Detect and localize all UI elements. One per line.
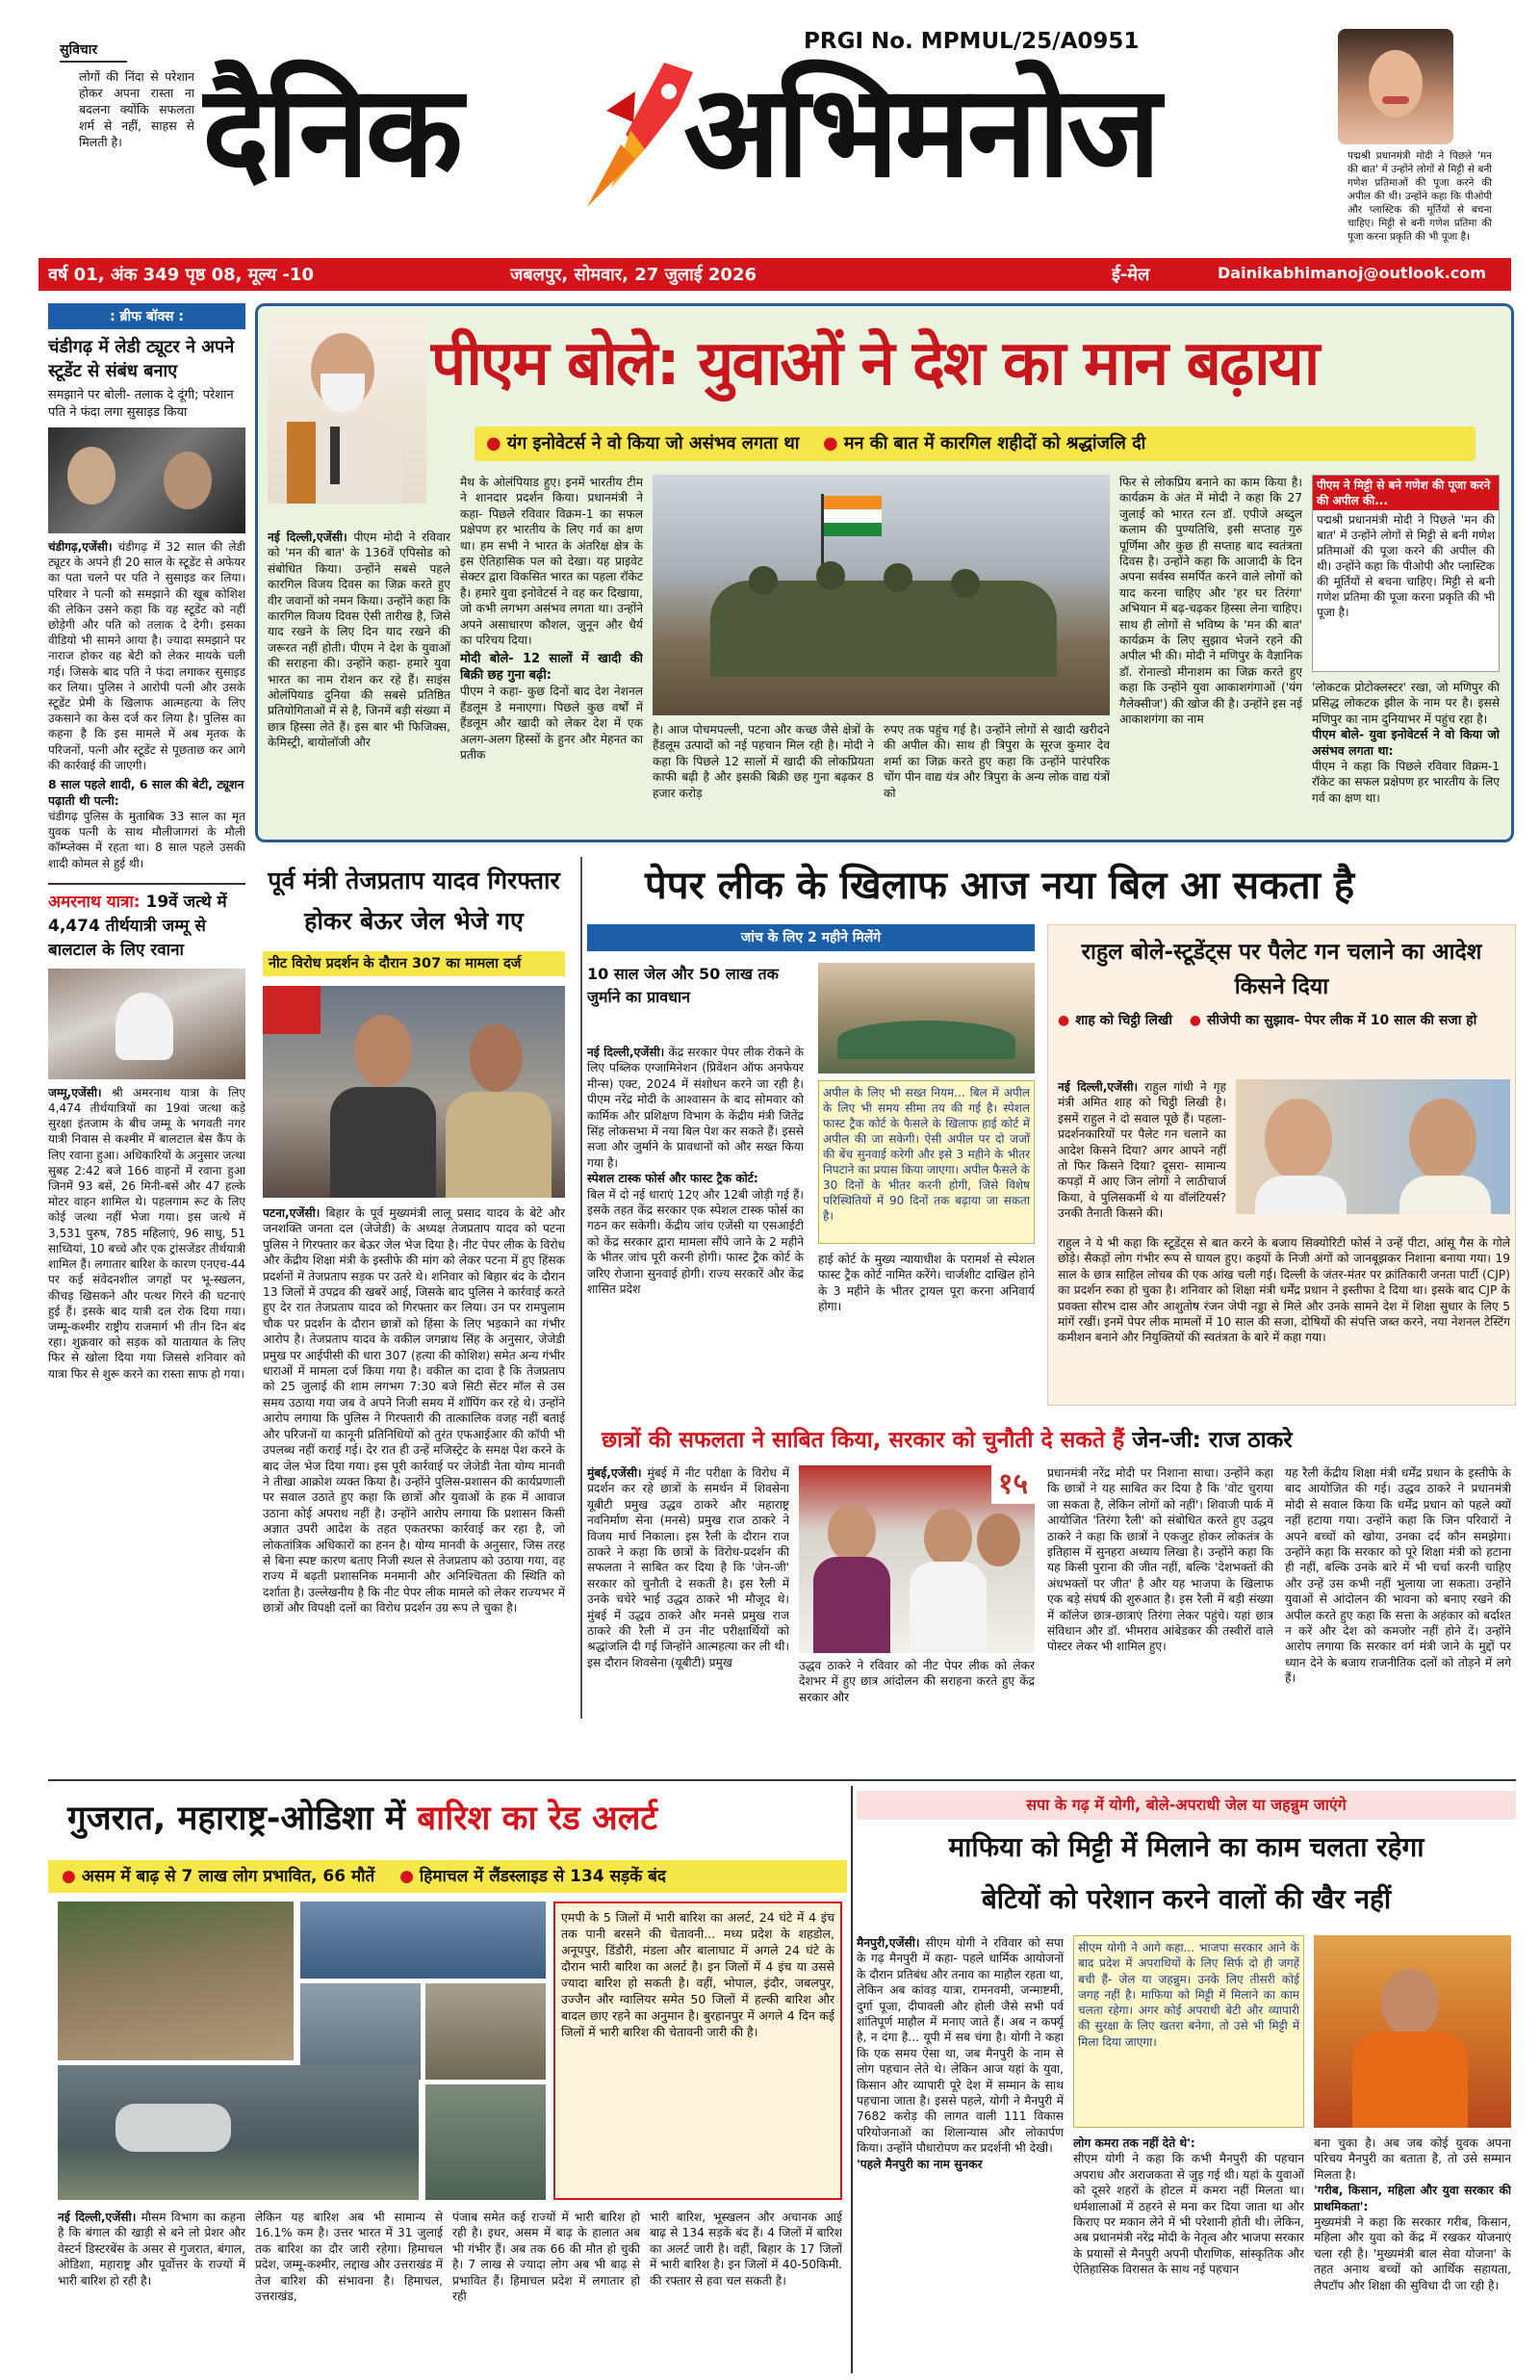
masthead-title-right: अभिमनोज bbox=[683, 58, 1158, 206]
raj-col2: प्रधानमंत्री नरेंद्र मोदी पर निशाना साधा। उन्होंने कहा कि छात्रों ने यह साबित कर दिया है कि 'वोट चुराया जा सकता है, लेकिन लोगों को नहीं'। शिवाजी पार्क में आयोजित 'तिरंगा रैली' को संबोधित करते हुए उद्धव ठाकरे ने कहा कि छात्रों ने एकजुट होकर लोकतंत्र के इतिहास में सुनहरा अध्याय लिखा है। उन्होंने कहा कि यह किसी पुराना की जीत नहीं, बल्कि 'देशभक्तों की अंधभक्तों पर जीत' है और यह भाजपा के खिलाफ एक बड़े संघर्ष की शुरुआत है। इस रैली में बड़ी संख्या में कॉलेज छात्र-छात्राएं तिरंगा लेकर पहुंचे। यहां छात्र संविधान और डॉ. भीमराव आंबेडकर की तस्वीरों वाले पोस्टर लेकर भी शामिल हुए। bbox=[1047, 1466, 1273, 1654]
pm-story bbox=[255, 303, 1514, 842]
raj-dateline: मुंबई,एजेंसी। bbox=[587, 1466, 642, 1480]
yogi-col3b-text: मुख्यमंत्री ने कहा कि सरकार गरीब, किसान, महिला और युवा को केंद्र में रखकर योजनाएं चला रही है। 'मुख्यमंत्री बाल सेवा योजना' के तहत अनाथ बच्चों को आर्थिक सहायता, लैपटॉप और शिक्षा की सुविधा दी जा रही है। bbox=[1314, 2215, 1511, 2292]
yogi-col3-text: बना चुका है। अब जब कोई युवक अपना परिचय मैनपुरी का बताता है, तो उसे सम्मान मिलता है। bbox=[1314, 2136, 1511, 2182]
yogi-col2-sub: लोग कमरा तक नहीं देते थे': bbox=[1073, 2136, 1195, 2150]
pm-col2-sub: मोदी बोले- 12 सालों में खादी की बिक्री छह गुना बढ़ी: bbox=[460, 652, 643, 683]
yogi-headline2: बेटियों को परेशान करने वालों की खैर नहीं bbox=[981, 1883, 1392, 1915]
pm-col1 bbox=[268, 530, 450, 828]
pm-pink-box bbox=[1312, 475, 1500, 672]
yogi-headline1: माफिया को मिट्टी में मिलाने का काम चलता रहेगा bbox=[948, 1831, 1424, 1863]
masthead-title-left: दैनिक bbox=[202, 58, 459, 206]
yogi-dateline: मैनपुरी,एजेंसी। bbox=[857, 1936, 920, 1950]
raj-headline-wrap bbox=[587, 1425, 1516, 1456]
yogi-col2-text: सीएम योगी ने कहा कि कभी मैनपुरी की पहचान अपराध और अराजकता से जुड़ गई थी। यहां के युवाओं को दूसरे शहरों के होटल में कमरा नहीं मिलता था। धर्मशालाओं में ठहरने से मना कर दिया जाता था और किराए पर मकान लेने में भी परेशानी होती थी। लेकिन, अब प्रधानमंत्री नरेंद्र मोदी के नेतृत्व और भाजपा सरकार के प्रयासों से मैनपुरी अपनी पौराणिक, सांस्कृतिक और ऐतिहासिक विरासत के साथ नई पहचान bbox=[1073, 2152, 1304, 2277]
divider-bottom bbox=[48, 1779, 1516, 1781]
suvichar-label: सुविचार bbox=[60, 40, 127, 63]
pm-col3: है। आज पोचमपल्ली, पटना और कच्छ जैसे क्षेत्रों के हैंडलूम उत्पादों को नई पहचान मिल रही है। मोदी ने कहा कि पिछले 12 सालों में खादी की लोकप्रियता काफी बढ़ी है और इसकी बिक्री छह गुना बढ़कर 8 हजार करोड़ bbox=[653, 723, 874, 800]
rahul-story bbox=[1047, 924, 1516, 1406]
masthead-right-caption: पद्मश्री प्रधानमंत्री मोदी ने पिछले 'मन की बात' में उन्होंने लोगों से मिट्टी से बनी गणेश प्रतिमाओं की पूजा करने की अपील की थी। उन्होंने कहा कि पीओपी और प्लास्टिक की मूर्तियों से बचना चाहिए। मिट्टी से बनी गणेश प्रतिमा की पूजा करना प्रकृति की भी पूजा है। bbox=[1348, 150, 1492, 243]
yogi-story bbox=[857, 1791, 1516, 2368]
raj-headline-red: छात्रों की सफलता ने साबित किया, सरकार को चुनौती दे सकते हैं bbox=[602, 1428, 1125, 1453]
amarnath-dateline: जम्मू,एजेंसी। bbox=[48, 1085, 102, 1099]
masthead bbox=[0, 0, 1540, 258]
kargil-photo bbox=[653, 475, 1110, 715]
divider-vertical-bottom bbox=[851, 1786, 853, 2373]
pm-sub2: ● मन की बात में कारगिल शहीदों को श्रद्धांजलि दी bbox=[823, 433, 1145, 453]
yogi-col1-text: सीएम योगी ने रविवार को सपा के गढ़ मैनपुरी में कहा- पहले धार्मिक आयोजनों के दौरान प्रतिबंध और तनाव का माहौल रहता था, लेकिन अब कांवड़ यात्रा, रामनवमी, जन्माष्टमी, दुर्गा पूजा, दीपावली और होली जैसे सभी पर्व शांतिपूर्ण माहौल में मनाए जाते हैं। अब न कर्फ्यू है, न दंगा है... यूपी में सब चंगा है। योगी ने कहा कि एक समय ऐसा था, जब मैनपुरी के नाम से लोग पहचान लेते थे। लेकिन आज यहां के युवा, किसान और व्यापारी पूरे देश में सम्मान के साथ पहचाना जाता है। इससे पहले, योगी ने मैनपुरी में 7682 करोड़ की लागत वाली 111 विकास परियोजनाओं का शिलान्यास और लोकार्पण किया। उन्होंने पौधारोपण कर प्रदर्शनी भी देखी। bbox=[857, 1936, 1064, 2156]
pm-pink-text: पद्मश्री प्रधानमंत्री मोदी ने पिछले 'मन की बात' में उन्होंने लोगों से मिट्टी से बनी गणेश प्रतिमाओं की पूजा करने की अपील की थी। उन्होंने कहा कि पीओपी और प्लास्टिक की मूर्तियों से बचना चाहिए। मिट्टी से बनी गणेश प्रतिमा की पूजा करना प्रकृति की भी पूजा है। bbox=[1317, 513, 1495, 619]
raj-col1-text: मुंबई में नीट परीक्षा के विरोध में प्रदर्शन कर रहे छात्रों के समर्थन में शिवसेना यूबीटी प्रमुख उद्धव ठाकरे और महाराष्ट्र नवनिर्माण सेना (मनसे) प्रमुख राज ठाकरे ने विजय मार्च निकाला। इस रैली के दौरान राज ठाकरे ने कहा कि छात्रों के विरोध-प्रदर्शन की सफलता ने साबित कर दिया है कि 'जेन-जी' सरकार को चुनौती दे सकती है। इस रैली में उनके चचेरे भाई उद्धव ठाकरे भी मौजूद थे। मुंबई में उद्धव ठाकरे और मनसे प्रमुख राज ठाकरे की रैली में उन नीट परीक्षार्थियों को श्रद्धांजलि दी गई जिन्होंने आत्महत्या कर ली थी। इस दौरान शिवसेना (यूबीटी) प्रमुख bbox=[587, 1466, 789, 1669]
pm-headline: पीएम बोले: युवाओं ने देश का मान बढ़ाया bbox=[431, 328, 1319, 400]
brief-body2: चंडीगढ़ पुलिस के मुताबिक 33 साल का मृत युवक पत्नी के साथ मौलीजागरां के मौली कॉम्प्लेक्स में रहता था। 8 साल पहले उसकी शादी कोमल से हुई थी। bbox=[48, 810, 245, 870]
raj-col3: यह रैली केंद्रीय शिक्षा मंत्री धर्मेंद्र प्रधान के इस्तीफे के बाद आयोजित की गई। उद्धव ठाकरे ने प्रधानमंत्री मोदी से सवाल किया कि धर्मेंद्र प्रधान को पहले क्यों नहीं हटाया गया। उन्होंने कहा कि जिन परिवारों ने अपने बच्चों को खोया, उनका दर्द कौन समझेगा। उन्होंने कहा कि सरकार को पूरे शिक्षा मंत्री को हटाना ही नहीं, बल्कि उनके बारे में भी चर्चा करनी चाहिए और उन्हें उस कभी नहीं भुलाया जा सकता। उन्होंने युवाओं से आंदोलन की भावना को बनाए रखने की अपील करते हुए कहा कि सत्ता के अहंकार को बर्दाश्त न करें और देश को कमजोर नहीं होने दें। उन्होंने आरोप लगाया कि सरकार वर्ग मंत्री जाने के मुद्दों पर ध्यान देने के बजाय राजनीतिक दलों को तोड़ने में लगे हैं। bbox=[1285, 1466, 1511, 1686]
paperleak-sub: 10 साल जेल और 50 लाख तक जुर्माने का प्रावधान bbox=[587, 965, 779, 1006]
pm-col5: फिर से लोकप्रिय बनाने का काम किया है। कार्यक्रम के अंत में मोदी ने कहा कि 27 जुलाई को भारत रत्न डॉ. एपीजे अब्दुल कलाम की पुण्यतिथि, इसी सप्ताह गुरु पूर्णिमा और कुछ ही सप्ताह बाद स्वतंत्रता दिवस है। उन्होंने कहा कि आजादी के दिन अपना सर्वस्व समर्पित करने वाले लोगों को याद करना चाहिए और 'हर घर तिरंगा' अभियान में बढ़-चढ़कर हिस्सा लेना चाहिए। साथ ही लोगों से भविष्य के 'मन की बात' कार्यक्रम के लिए सुझाव भेजने रहने की अपील भी की। मोदी ने मणिपुर के वैज्ञानिक डॉ. रोनाल्डो मीनाशम का जिक्र करते हुए कहा कि उन्होंने युवा आकाशगंगाओं ('यंग गैलेक्सीज') की खोज की है। उन्होंने इस नई आकाशगंगा का नाम bbox=[1119, 476, 1302, 727]
paperleak-col1-sub: स्पेशल टास्क फोर्स और फास्ट ट्रैक कोर्ट: bbox=[587, 1172, 758, 1186]
pm-col1-text: पीएम मोदी ने रविवार को 'मन की बात' के 136वें एपिसोड को संबोधित किया। उन्होंने सबसे पहले कारगिल विजय दिवस का जिक्र करते हुए वीर जवानों को नमन किया। उन्होंने कहा कि कारगिल विजय दिवस ऐसी तारीख है, जिसे याद रखने के लिए दिन याद रखने की जरूरत नहीं होती। पीएम ने देश के युवाओं की सराहना की। उन्होंने कहा- हमारे युवा भारत का नाम रोशन कर रहे हैं। साइंस ओलंपियाड दुनिया की सबसे प्रतिष्ठित प्रतियोगिताओं में से है, जिनमें बड़ी संख्या में छात्र हिस्सा लेते हैं। इस बार भी फिजिक्स, केमिस्ट्री, बायोलॉजी और bbox=[268, 530, 450, 750]
amarnath-photo bbox=[48, 969, 245, 1079]
tejpratap-sub: नीट विरोध प्रदर्शन के दौरान 307 का मामला दर्ज bbox=[263, 951, 565, 976]
landslide-photo bbox=[58, 1901, 294, 2060]
tejpratap-dateline: पटना,एजेंसी। bbox=[263, 1206, 321, 1220]
rain-col1 bbox=[58, 2210, 245, 2364]
yogi-col1 bbox=[857, 1935, 1064, 2364]
rahul-dateline: नई दिल्ली,एजेंसी। bbox=[1058, 1080, 1139, 1094]
pm-col2 bbox=[460, 475, 643, 831]
raj-headline: जेन-जी: राज ठाकरे bbox=[1124, 1428, 1293, 1453]
yogi-col3-sub: 'गरीब, किसान, महिला और युवा सरकार की प्राथमिकता': bbox=[1314, 2184, 1511, 2213]
rain-headline-b: बारिश का रेड अलर्ट bbox=[417, 1799, 658, 1838]
email-label: ई-मेल bbox=[1112, 265, 1150, 285]
tejpratap-headline: पूर्व मंत्री तेजप्रताप यादव गिरफ्तार होकर बेऊर जेल भेजे गए bbox=[268, 867, 560, 935]
email-address[interactable]: Dainikabhimanoj@outlook.com bbox=[1218, 264, 1486, 282]
brief-label: : ब्रीफ बॉक्स : bbox=[48, 303, 245, 329]
pm-photo bbox=[268, 316, 426, 504]
masthead-logo bbox=[202, 53, 1309, 221]
amarnath-headline: 19वें जत्थे में 4,474 तीर्थयात्री जम्मू से बालटाल के लिए रवाना bbox=[48, 892, 227, 960]
rain-col4: भारी बारिश, भूस्खलन और अचानक आई बाढ़ से 134 सड़कें बंद हैं। 4 जिलों में बारिश का अलर्ट जारी है। वहीं, बिहार के 17 जिलों में भारी बारिश है। इन जिलों में 40-50किमी. की रफ्तार से हवा चल सकती है। bbox=[650, 2211, 842, 2288]
paperleak-callout: अपील के लिए भी सख्त नियम... बिल में अपील के लिए भी समय सीमा तय की गई है। स्पेशल फास्ट ट्रैक कोर्ट के फैसले के खिलाफ हाई कोर्ट में अपील की जा सकेगी। ऐसी अपील पर दो जजों की बेंच सुनवाई करेगी और इसे 3 महीने के भीतर निपटाने का प्रयास किया जाएगा। अपील फैसले के 30 दिनों के भीतर करनी होगी, जिसे विशेष परिस्थितियों में 90 दिनों तक बढ़ाया जा सकता है। bbox=[818, 1080, 1035, 1244]
yogi-col2 bbox=[1073, 2135, 1304, 2364]
rain-subheads bbox=[48, 1860, 847, 1893]
yogi-bar: सपा के गढ़ में योगी, बोले-अपराधी जेल या जहन्नुम जाएंगे bbox=[857, 1791, 1516, 1820]
raj-story bbox=[587, 1425, 1516, 1719]
brief-sub: समझाने पर बोली- तलाक दे दूंगी; परेशान पति ने फंदा लगा सुसाइड किया bbox=[48, 388, 234, 420]
submerged-car-photo bbox=[58, 2065, 419, 2200]
rahul-col1-text: राहुल गांधी ने गृह मंत्री अमित शाह को चिट्ठी लिखी है। इसमें राहुल ने दो सवाल पूछे हैं। पहला- प्रदर्शनकारियों पर पैलेट गन चलाने का आदेश किसने दिया? अगर आपने नहीं तो फिर किसने दिया? दूसरा- सामान्य कपड़ों में आए जिन लोगों ने लाठीचार्ज किया, वे पुलिसकर्मी थे या वॉलंटियर्स? उनकी तैनाती किसने की। bbox=[1058, 1080, 1226, 1221]
rain-callout: एमपी के 5 जिलों में भारी बारिश का अलर्ट, 24 घंटे में 4 इंच तक पानी बरसने की चेतावनी... मध्य प्रदेश के शहडोल, अनूपपुर, डिंडौरी, मंडला और बालाघाट में अगले 24 घंटे के दौरान भारी बारिश का अलर्ट है। इन जिलों में 4 इंच या उससे ज्यादा बारिश हो सकती है। वहीं, भोपाल, इंदौर, जबलपुर, उज्जैन और ग्वालियर समेत 50 जिलों में हल्की बारिश और बादल छाए रहने का अनुमान है। बुरहानपुर में अगले 4 दिन कई जिलों में भारी बारिश की चेतावनी जारी की है। bbox=[553, 1901, 842, 2200]
flood-street-photo bbox=[425, 2084, 546, 2200]
rain-col3: पंजाब समेत कई राज्यों में भारी बारिश हो रही है। इधर, असम में बाढ़ के हालात अब भी गंभीर हैं। अब तक 66 की मौत हो चुकी है। 7 लाख से ज्यादा लोग अब भी बाढ़ से प्रभावित हैं। हिमाचल प्रदेश में लगातार हो रही bbox=[452, 2211, 640, 2304]
pm-col2b-text: पीएम ने कहा- कुछ दिनों बाद देश नेशनल हैंडलूम डे मनाएगा। पिछले कुछ वर्षों में हैंडलूम और खादी को लेकर देश में एक अलग-अलग हिस्सों के हुनर और मेहनत का प्रतीक bbox=[460, 685, 643, 762]
pm-dateline: नई दिल्ली,एजेंसी। bbox=[268, 530, 347, 544]
raj-caption: उद्धव ठाकरे ने रविवार को नीट पेपर लीक को लेकर देशभर में हुए छात्र आंदोलन की सराहना करते हुए केंद्र सरकार और bbox=[799, 1659, 1035, 1704]
flood-people-photo bbox=[425, 1983, 546, 2080]
pm-col2-text: मैथ के ओलंपियाड हुए। इनमें भारतीय टीम ने शानदार प्रदर्शन किया। प्रधानमंत्री ने कहा- पिछले रविवार विक्रम-1 का सफल प्रक्षेपण हर भारतीय के लिए गर्व का क्षण था। हम सभी ने भारत के अंतरिक्ष क्षेत्र के इस ऐतिहासिक पल को देखा। यह प्राइवेट सेक्टर द्वारा विकसित भारत का पहला रॉकेट है। हमारे युवा इनोवेटर्स ने वह कर दिखाया, जो कभी लगभग असंभव लगता था। उन्होंने अपने असाधारण कौशल, जुनून और धैर्य का परिचय दिया। bbox=[460, 476, 643, 648]
rahul-sub2: ● सीजेपी का सुझाव- पेपर लीक में 10 साल की सजा हो bbox=[1190, 1013, 1477, 1028]
paperleak-bar: जांच के लिए 2 महीने मिलेंगे bbox=[587, 924, 1035, 951]
pm-col4: रुपए तक पहुंच गई है। उन्होंने लोगों से खादी खरीदने की अपील की। साथ ही त्रिपुरा के सूरज कुमार देव शर्मा का जिक्र करते हुए कहा कि उन्होंने पारंपरिक चोंग पीन वाद्य यंत्र और त्रिपुरा के अन्य लोक वाद्य यंत्रों को bbox=[884, 723, 1110, 800]
rain-dateline: नई दिल्ली,एजेंसी। bbox=[58, 2211, 137, 2224]
suvichar-box bbox=[60, 40, 194, 243]
yogi-callout: सीएम योगी ने आगे कहा... भाजपा सरकार आने के बाद प्रदेश में अपराधियों के लिए सिर्फ दो ही जगहें बची हैं- जेल या जहन्नुम। उनके लिए तीसरी कोई जगह नहीं है। माफिया को मिट्टी में मिलाने का काम चलता रहेगा। अगर कोई अपराधी बेटी और व्यापारी की सुरक्षा के लिए खतरा बनेगा, तो उसे भी मिट्टी में मिला दिया जाएगा। bbox=[1073, 1935, 1304, 2128]
brief-box bbox=[48, 303, 245, 1834]
masthead-portrait bbox=[1338, 29, 1453, 144]
place-date: जबलपुर, सोमवार, 27 जुलाई 2026 bbox=[510, 265, 757, 285]
rahul-sub1: ● शाह को चिट्ठी लिखी bbox=[1058, 1013, 1172, 1028]
brief-photo bbox=[48, 427, 245, 533]
pm-pink-head: पीएम ने मिट्टी से बने गणेश की पूजा करने की अपील की... bbox=[1313, 476, 1499, 510]
yogi-col3 bbox=[1314, 2135, 1511, 2364]
tejpratap-body: बिहार के पूर्व मुख्यमंत्री लालू प्रसाद यादव के बेटे और जनशक्ति जनता दल (जेजेडी) के अध्यक्ष तेजप्रताप यादव को पटना पुलिस ने गिरफ्तार कर बेऊर जेल भेज दिया है। नीट पेपर लीक के विरोध और केंद्रीय शिक्षा मंत्री के इस्तीफे की मांग को लेकर पटना में हुए हिंसक प्रदर्शनों में तेजप्रताप सड़क पर उतरे थे। शनिवार को बिहार बंद के दौरान 13 जिलों में उपद्रव की खबरें आई, जिसके बाद पुलिस ने कार्रवाई करते हुए देर रात तेजप्रताप यादव को गिरफ्तार कर लिया। उन पर रामपुलाम चौक पर प्रदर्शन के दौरान छात्रों को हिंसा के लिए भड़काने का गंभीर आरोप है। तेजप्रताप यादव के वकील जगन्नाथ सिंह के अनुसार, जेजेडी प्रमुख पर आईपीसी की धारा 307 (हत्या की कोशिश) समेत अन्य गंभीर धाराओं में मामला दर्ज किया गया है। वकील का दावा है कि तेजप्रताप को 25 जुलाई की शाम लगभग 7:30 बजे सिटी सेंटर मॉल से उस समय उठाया गया जब वे अपने निजी समय में शॉपिंग कर रहे थे। उन्होंने आरोप लगाया कि पुलिस ने गिरफ्तारी की तात्कालिक वजह नहीं बताई और परिजनों या कानूनी प्रतिनिधियों को तुरंत एफआईआर की कॉपी भी उपलब्ध नहीं कराई गई। देर रात ही उन्हें मजिस्ट्रेट के समक्ष पेश करने के बाद जेल भेज दिया गया। इस पूरी कार्रवाई पर जेजेडी नेता योग्य मानवी ने तीखा आक्रोश व्यक्त किया है। उन्होंने पुलिस-प्रशासन की कार्यप्रणाली पर सवाल उठाते हुए कहा कि छात्रों और युवाओं के हक में आवाज उठाना कोई अपराध नहीं है। उन्होंने आरोप लगाया कि प्रशासन किसी अज्ञात उपरी आदेश के तहत एकतरफा कार्रवाई कर रहा है, जो लोकतांत्रिक अधिकारों का हनन है। योग्य मानवी के अनुसार, जिस तरह से बिना स्पष्ट कारण बताए निजी स्थल से तेजप्रताप को उठाया गया, वह राज्य में बढ़ती प्रशासनिक मनमानी और अनिश्चितता की स्थिति को दर्शाता है। उल्लेखनीय है कि नीट पेपर लीक मामले को लेकर राज्यभर में छात्रों और विपक्षी दलों का विरोध प्रदर्शन उग्र रूप ले चुका है। bbox=[263, 1206, 565, 1616]
pm-col6 bbox=[1312, 680, 1500, 834]
paperleak-story bbox=[587, 857, 1516, 1415]
brief-sub2: 8 साल पहले शादी, 6 साल की बेटी, ट्यूशन पढ़ाती थी पत्नी: bbox=[48, 777, 244, 808]
parliament-photo bbox=[818, 963, 1035, 1074]
raj-col1 bbox=[587, 1465, 789, 1718]
brief-headline: चंडीगढ़ में लेडी ट्यूटर ने अपने स्टूडेंट से संबंध बनाए bbox=[48, 337, 235, 381]
paperleak-col2: हाई कोर्ट के मुख्य न्यायाधीश के परामर्श से स्पेशल फास्ट ट्रैक कोर्ट नामित करेंगे। चार्जशीट दाखिल होने के 3 महीने के भीतर ट्रायल पूरा करना अनिवार्य होगा। bbox=[818, 1253, 1035, 1314]
brief-dateline: चंडीगढ़,एजेंसी। bbox=[48, 540, 113, 554]
pm-col6-text: 'लोकटक प्रोटोक्लस्टर' रखा, जो मणिपुर की प्रसिद्ध लोकटक झील के नाम पर है। इससे मणिपुर का नाम दुनियाभर में पहुंच रहा है। bbox=[1312, 681, 1500, 726]
tejpratap-story bbox=[255, 857, 573, 1714]
amarnath-headline-red: अमरनाथ यात्रा: bbox=[48, 892, 141, 912]
brief-body: चंडीगढ़ में 32 साल की लेडी ट्यूटर के अपने ही 20 साल के स्टूडेंट से अफेयर का पता चलने पर पति ने सुसाइड कर लिया। परिवार ने पत्नी को समझाने की खूब कोशिश की लेकिन उसने कहा कि वह स्टूडेंट को नहीं छोड़ेगी और पति को तलाक दे देगी। इसका वीडियो भी सामने आया है। ज्यादा समझाने पर नाराज होकर वह बेटी को लेकर मायके चली गई। जिसके बाद पति ने फंदा लगाकर सुसाइड कर लिया। पुलिस ने आरोपी पत्नी और उसके स्टूडेंट प्रेमी के खिलाफ आत्महत्या के लिए उकसाने का केस दर्ज कर लिया है। पुलिस का कहना है कि इस मामले में अब मृतक के परिजनों, पत्नी और स्टूडेंट से पूछताछ कर आगे की कार्रवाई की जाएगी। bbox=[48, 540, 245, 772]
rain-headline-a: गुजरात, महाराष्ट्र-ओडिशा में bbox=[67, 1799, 418, 1838]
rahul-col1 bbox=[1058, 1079, 1226, 1233]
rain-col2: लेकिन यह बारिश अब भी सामान्य से 16.1% कम है। उत्तर भारत में 31 जुलाई तक बारिश का दौर जारी रहेगा। हिमाचल प्रदेश, जम्मू-कश्मीर, लद्दाख और उत्तराखंड में तेज बारिश की संभावना है। हिमाचल, उत्तराखंड, bbox=[255, 2211, 443, 2304]
rahul-shah-photo bbox=[1236, 1079, 1510, 1214]
paperleak-col1b-text: बिल में दो नई धाराएं 12ए और 12बी जोड़ी गई हैं। इसके तहत केंद्र सरकार एक स्पेशल टास्क फोर्स का गठन कर सकेगी। केंद्रीय जांच एजेंसी या एसआईटी को केंद्र सरकार द्वारा मामला सौंपे जाने के 2 महीने के भीतर जांच पूरी करनी होगी। फास्ट ट्रैक कोर्ट के जरिए रोजाना सुनवाई होगी। राज्य सरकारें और केंद्र शासित प्रदेश bbox=[587, 1187, 804, 1297]
rain-col1-text: मौसम विभाग का कहना है कि बंगाल की खाड़ी से बने लो प्रेशर और वेस्टर्न डिस्टरबेंस के असर से गुजरात, बंगाल, ओडिशा, महाराष्ट्र और पूर्वोत्तर के राज्यों में भारी बारिश हो रही है। bbox=[58, 2211, 245, 2288]
rain-story bbox=[48, 1791, 847, 2368]
rain-sub2: ● हिमाचल में लैंडस्लाइड से 134 सड़कें बंद bbox=[399, 1867, 666, 1886]
flood-road-photo bbox=[300, 1901, 546, 1979]
tejpratap-photo bbox=[263, 986, 565, 1198]
prgi-number: PRGI No. MPMUL/25/A0951 bbox=[804, 29, 1140, 54]
amarnath-story bbox=[48, 883, 245, 1382]
issue-bar bbox=[38, 258, 1511, 291]
yogi-col1-sub: 'पहले मैनपुरी का नाम सुनकर bbox=[857, 2157, 983, 2171]
paperleak-headline: पेपर लीक के खिलाफ आज नया बिल आ सकता है bbox=[645, 864, 1355, 908]
issue-number: वर्ष 01, अंक 349 पृष्ठ 08, मूल्य -10 bbox=[48, 265, 314, 285]
pm-subheads bbox=[475, 427, 1476, 461]
amarnath-body: श्री अमरनाथ यात्रा के लिए 4,474 तीर्थयात्रियों का 19वां जत्था कड़े सुरक्षा इंतजाम के बीच जम्मू के भगवती नगर यात्री निवास से कश्मीर में बालटाल बेस कैंप के लिए रवाना हुआ। अधिकारियों के अनुसार जत्था सुबह 2:42 बजे 166 वाहनों में रवाना हुआ जिनमें 93 बसें, 26 मिनी-बसें और 47 हल्के मोटर वाहन शामिल थे। पहलगाम रूट के लिए कोई जत्था नहीं भेजा गया। इस जत्थे में 3,531 पुरुष, 785 महिलाएं, 96 साधु, 51 साध्वियां, 10 बच्चे और एक ट्रांसजेंडर तीर्थयात्री शामिल हैं। लगातार बारिश के कारण एनएच-44 पर कई संवेदनशील जगहों पर भू-स्खलन, कीचड़ खिसकने और पत्थर गिरने की घटनाएं हुई हैं। इसके बाद यात्री दल रोक दिया गया। जम्मू-कश्मीर राष्ट्रीय राजमार्ग भी तीन दिन बंद रहा। शुक्रवार को सड़क को यातायात के लिए फिर से खोला दिया गया जिससे शनिवार को यात्रा फिर से शुरू करने का रास्ता साफ हो गया। bbox=[48, 1085, 245, 1381]
rahul-headline: राहुल बोले-स्टूडेंट्स पर पैलेट गन चलाने का आदेश किसने दिया bbox=[1081, 940, 1482, 999]
pm-col6b-text: पीएम ने कहा कि पिछले रविवार विक्रम-1 रॉकेट का सफल प्रक्षेपण हर भारतीय के लिए गर्व का क्षण था। bbox=[1312, 760, 1500, 805]
paperleak-col1 bbox=[587, 1045, 804, 1410]
rahul-body: राहुल ने ये भी कहा कि स्टूडेंट्स से बात करने के बजाय सिक्योरिटी फोर्स ने उन्हें पीटा, आंसू गैस के गोले छोड़े। सैकड़ों लोग गंभीर रूप से घायल हुए। कइयों के निजी अंगों को जानबूझकर निशाना बनाया गया। 19 साल के छात्र साहिल लोचब की एक आंख चली गई। दिल्ली के जंतर-मंतर पर क्रांतिकारी जनता पार्टी (CJP) का प्रदर्शन रुका हो चुका है। शनिवार को शिक्षा मंत्री धर्मेंद्र प्रधान ने इस्तीफा दे दिया था। इसके बाद CJP के प्रवक्ता सौरभ दास और आशुतोष रंजन जेपी नड्डा से मिले और उनके सामने देश में शिक्षा सुधार के लिए 5 मांगें रखीं। इनमें पेपर लीक मामलों में 10 साल की सजा, दोषियों की संपत्ति जब्त करने, नया नेशनल टेस्टिंग कमीशन बनाने और नियुक्तियों की स्वतंत्रता के बारे में कहा गया। bbox=[1058, 1236, 1510, 1345]
paperleak-dateline: नई दिल्ली,एजेंसी। bbox=[587, 1046, 665, 1059]
rain-sub1: ● असम में बाढ़ से 7 लाख लोग प्रभावित, 66 मौतें bbox=[62, 1867, 374, 1886]
suvichar-text: लोगों की निंदा से परेशान होकर अपना रास्ता ना बदलना क्योंकि सफलता शर्म से नहीं, साहस से मिलती है। bbox=[79, 69, 194, 149]
paperleak-col1-text: केंद्र सरकार पेपर लीक रोकने के लिए पब्लिक एग्जामिनेशन (प्रिवेंशन ऑफ अनफेयर मीन्स) एक्ट, 2024 में संशोधन करने जा रही है। पीएम नरेंद्र मोदी के आश्वासन के बाद सोमवार को कार्मिक और प्रशिक्षण विभाग के केंद्रीय मंत्री जितेंद्र सिंह लोकसभा में नया बिल पेश कर सकते हैं। इससे सजा और जुर्माने के प्रावधानों को और सख्त किया गया है। bbox=[587, 1046, 804, 1170]
raj-photo: १५ bbox=[799, 1465, 1035, 1653]
divider-mid bbox=[580, 857, 582, 1719]
yogi-photo bbox=[1314, 1935, 1511, 2128]
pm-col6-sub: पीएम बोले- युवा इनोवेटर्स ने वो किया जो असंभव लगता था: bbox=[1312, 727, 1500, 758]
rain-headline-wrap bbox=[48, 1791, 847, 1847]
pm-sub1: ● यंग इनोवेटर्स ने वो किया जो असंभव लगता था bbox=[486, 433, 799, 453]
